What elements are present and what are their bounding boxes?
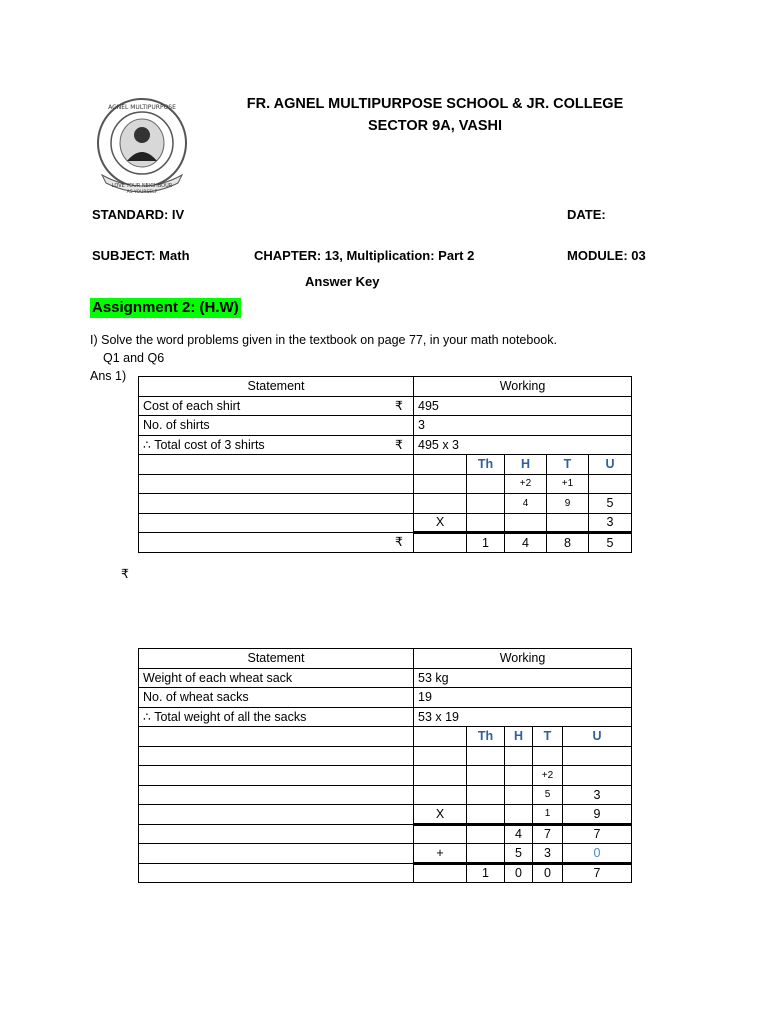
multiplicand-row — [139, 494, 632, 514]
answer-key-label: Answer Key — [305, 274, 380, 289]
carry-digit: +2 — [505, 474, 547, 494]
digit: 3 — [563, 785, 632, 805]
result-row — [139, 533, 632, 553]
multiply-sign: X — [414, 513, 467, 533]
subject-label: SUBJECT: Math — [92, 248, 190, 263]
carry-row — [139, 474, 632, 494]
table-row — [139, 435, 632, 455]
statement-text: Cost of each shirt — [143, 398, 241, 413]
place-t: T — [547, 455, 589, 475]
place-h: H — [505, 455, 547, 475]
placeholder-zero: 0 — [563, 844, 632, 864]
digit: 7 — [563, 824, 632, 844]
digit: 9 — [547, 494, 589, 514]
plus-sign: + — [414, 844, 467, 864]
school-address: SECTOR 9A, VASHI — [367, 118, 503, 134]
working-text: 19 — [414, 688, 632, 708]
digit: 1 — [467, 863, 505, 883]
working-text: 495 — [414, 396, 632, 416]
working-text: 53 x 19 — [414, 707, 632, 727]
school-name: FR. AGNEL MULTIPURPOSE SCHOOL & JR. COLLEGE — [246, 96, 624, 112]
rupee-symbol: ₹ — [395, 535, 403, 549]
multiplier-row — [139, 513, 632, 533]
place-u: U — [589, 455, 632, 475]
school-logo — [94, 95, 190, 197]
standard-label: STANDARD: IV — [92, 207, 185, 222]
digit: 7 — [563, 863, 632, 883]
carry-digit: +2 — [533, 766, 563, 786]
module-label: MODULE: 03 — [567, 248, 646, 263]
multiply-sign: X — [414, 805, 467, 825]
working-header: Working — [414, 649, 632, 669]
statement-text: No. of shirts — [143, 418, 210, 433]
date-label: DATE: — [567, 207, 606, 222]
digit: 5 — [589, 533, 632, 553]
digit: 4 — [505, 824, 533, 844]
working-text: 53 kg — [414, 668, 632, 688]
svg-text:AGNEL MULTIPURPOSE: AGNEL MULTIPURPOSE — [108, 104, 176, 111]
svg-text:LOVE YOUR NEIGHBOUR: LOVE YOUR NEIGHBOUR — [111, 183, 173, 189]
multiplier-row — [139, 805, 632, 825]
table-row — [139, 668, 632, 688]
place-value-header-row — [139, 727, 632, 747]
working-header: Working — [414, 377, 632, 397]
statement-text: No. of wheat sacks — [139, 688, 414, 708]
place-value-header-row — [139, 455, 632, 475]
table-row — [139, 396, 632, 416]
digit: 0 — [505, 863, 533, 883]
rupee-symbol: ₹ — [121, 567, 129, 581]
result-row — [139, 863, 632, 883]
rupee-symbol: ₹ — [395, 398, 403, 413]
table-row — [139, 707, 632, 727]
digit: 1 — [467, 533, 505, 553]
statement-text: ∴ Total cost of 3 shirts — [143, 438, 265, 453]
digit: 5 — [589, 494, 632, 514]
multiplicand-row — [139, 785, 632, 805]
digit: 0 — [533, 863, 563, 883]
instruction-text: I) Solve the word problems given in the textbook on page 77, in your math notebook. — [90, 333, 557, 347]
table-row — [139, 416, 632, 436]
working-text: 495 x 3 — [414, 435, 632, 455]
place-u: U — [563, 727, 632, 747]
svg-text:AS YOURSELF: AS YOURSELF — [126, 190, 158, 195]
digit: 5 — [533, 785, 563, 805]
carry-row — [139, 766, 632, 786]
table-row — [139, 688, 632, 708]
statement-text: ∴ Total weight of all the sacks — [139, 707, 414, 727]
statement-text: Weight of each wheat sack — [139, 668, 414, 688]
place-th: Th — [467, 455, 505, 475]
assignment-title: Assignment 2: (H.W) — [92, 299, 239, 316]
place-th: Th — [467, 727, 505, 747]
working-text: 3 — [414, 416, 632, 436]
chapter-label: CHAPTER: 13, Multiplication: Part 2 — [254, 248, 475, 263]
place-h: H — [505, 727, 533, 747]
partial-product-row — [139, 844, 632, 864]
digit: 1 — [533, 805, 563, 825]
digit: 4 — [505, 533, 547, 553]
statement-header: Statement — [139, 649, 414, 669]
digit: 3 — [589, 513, 632, 533]
digit: 4 — [505, 494, 547, 514]
rupee-symbol: ₹ — [395, 437, 403, 452]
blank-row — [139, 746, 632, 766]
partial-product-row — [139, 824, 632, 844]
digit: 9 — [563, 805, 632, 825]
digit: 5 — [505, 844, 533, 864]
digit: 3 — [533, 844, 563, 864]
answer-table-2 — [138, 648, 632, 883]
questions-text: Q1 and Q6 — [103, 351, 165, 365]
answer-label: Ans 1) — [90, 369, 127, 383]
answer-table-1 — [138, 376, 632, 553]
statement-header: Statement — [139, 377, 414, 397]
digit: 7 — [533, 824, 563, 844]
place-t: T — [533, 727, 563, 747]
carry-digit: +1 — [547, 474, 589, 494]
digit: 8 — [547, 533, 589, 553]
